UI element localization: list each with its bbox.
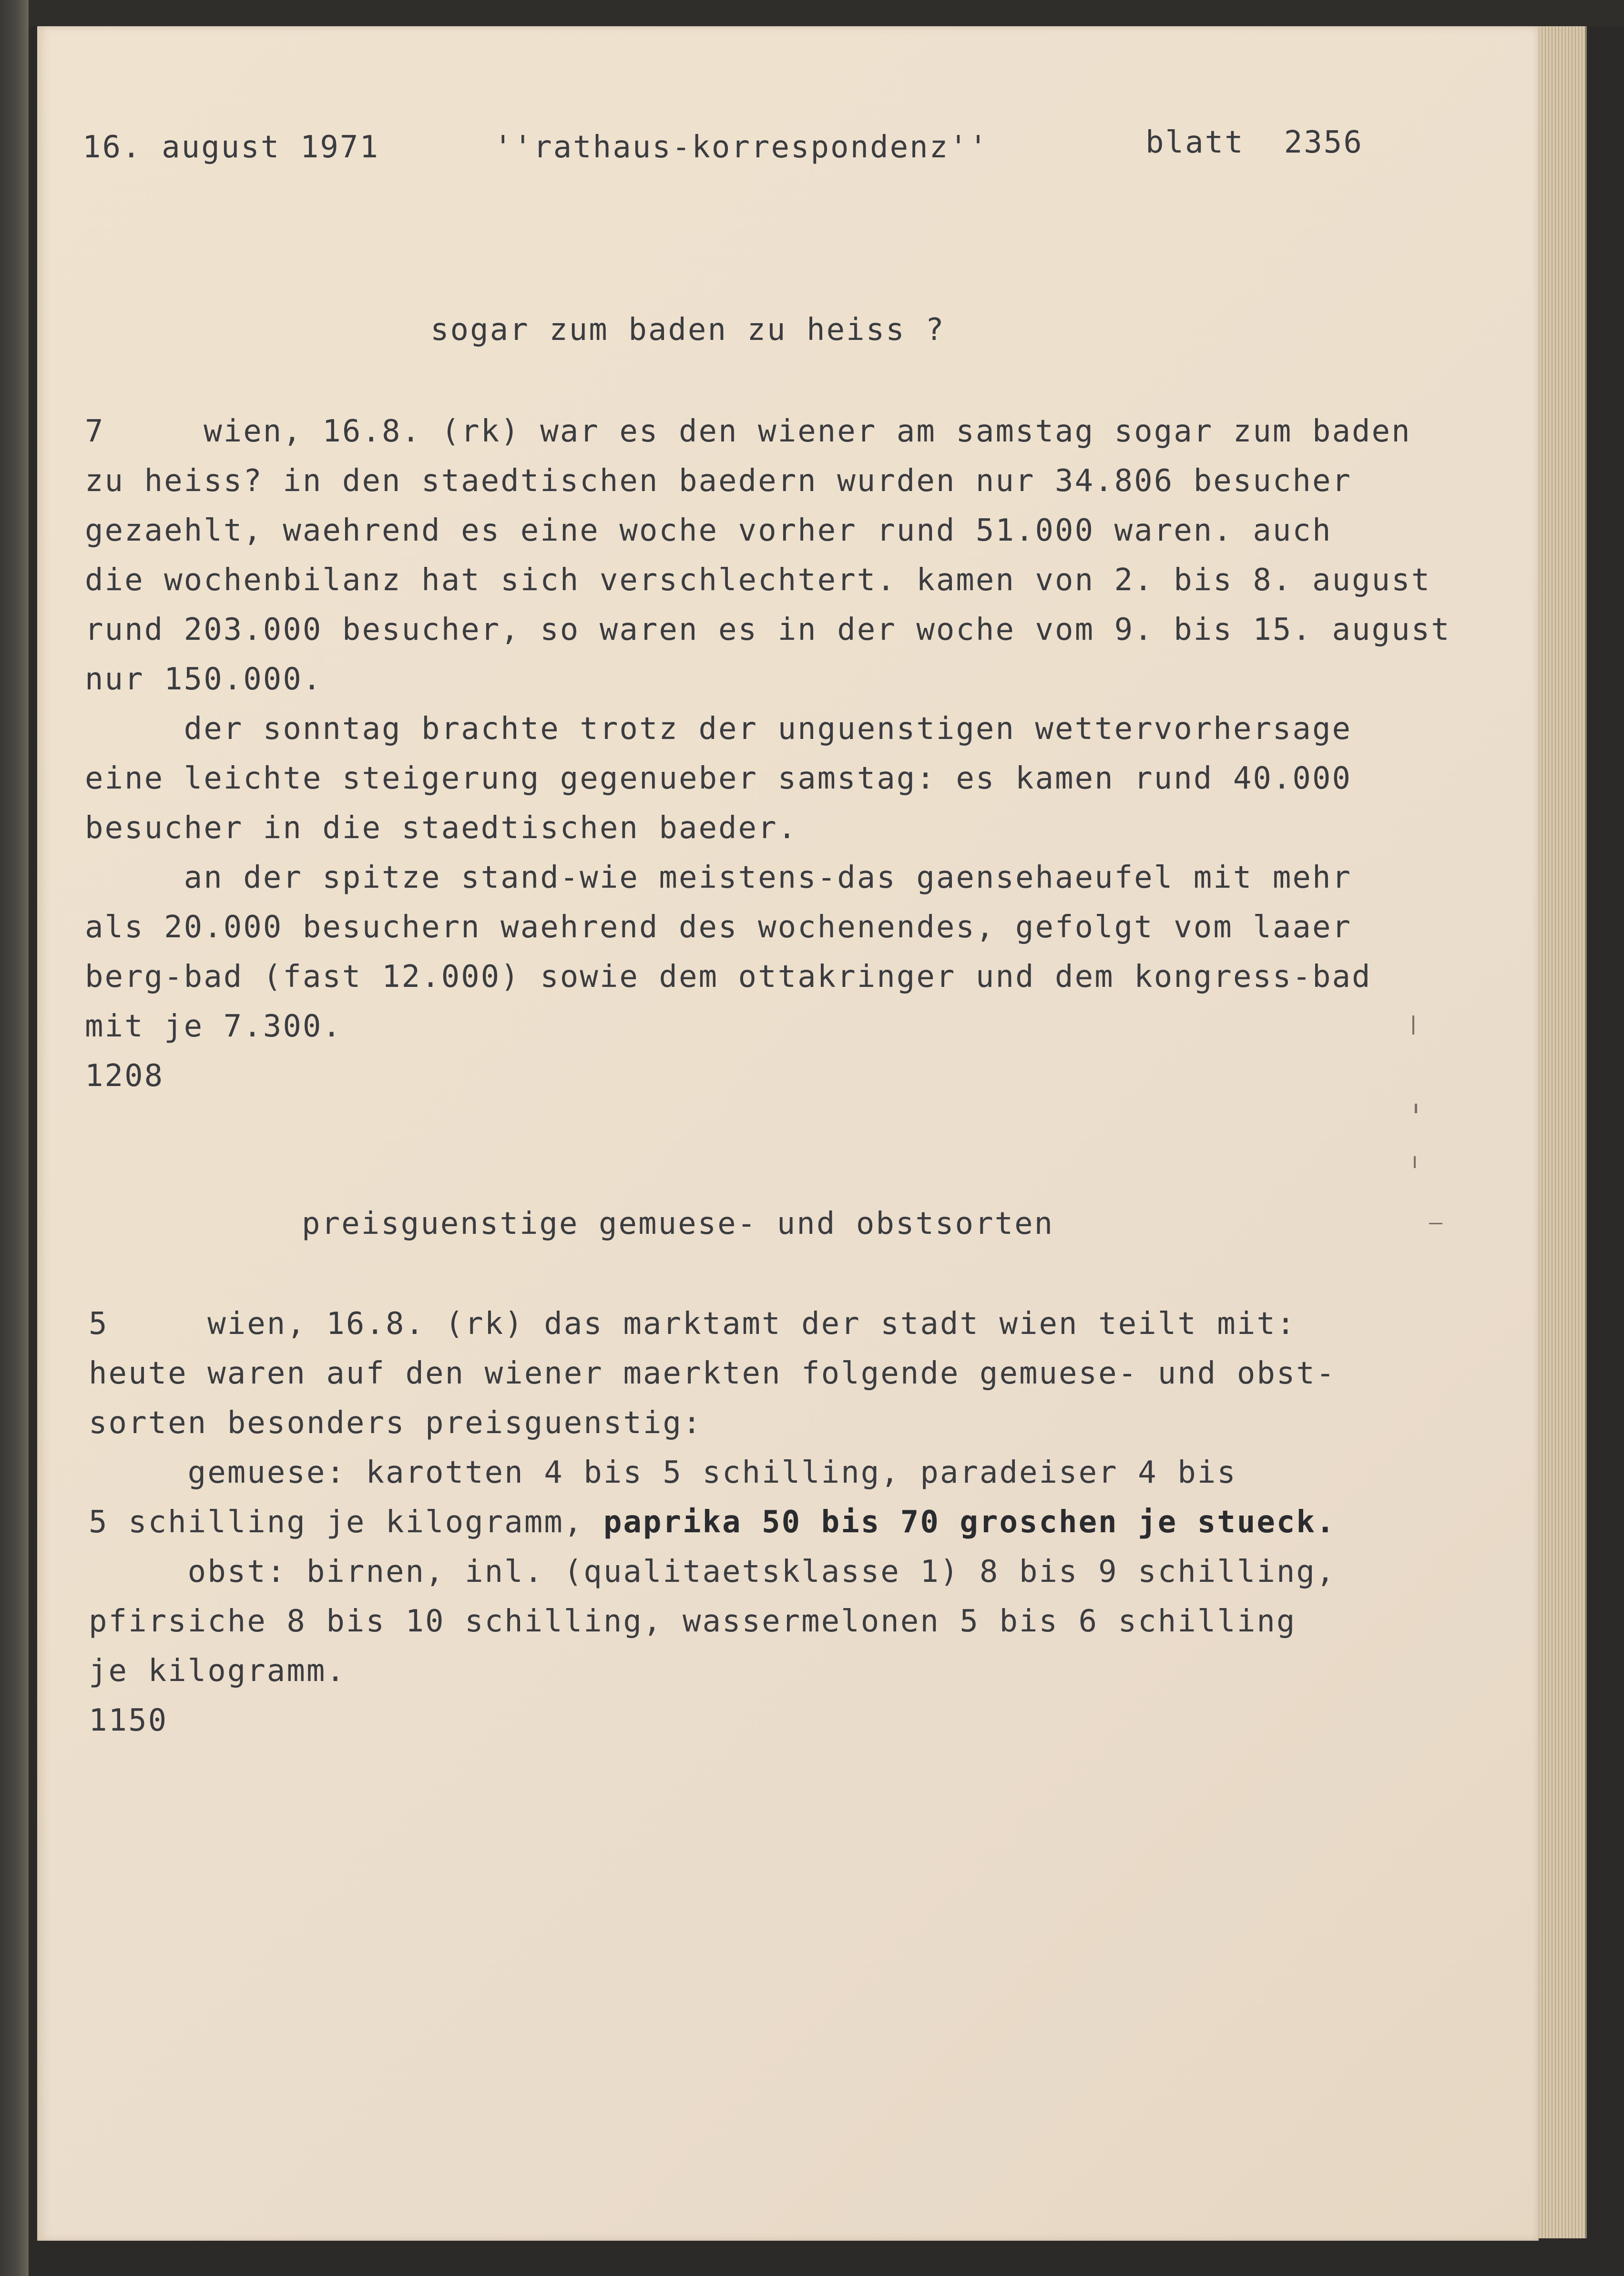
document-page [37,26,1539,2241]
article1-line: die wochenbilanz hat sich verschlechtert. kamen von 2. bis 8. august [85,563,1431,598]
margin-mark [1414,1156,1416,1168]
article1-title: sogar zum baden zu heiss ? [430,312,945,348]
article2-line [89,1507,1336,1538]
article1-line: an der spitze stand-wie meistens-das gaensehaeufel mit mehr [85,860,1352,895]
article1-line: der sonntag brachte trotz der unguenstigen wettervorhersage [85,711,1352,747]
article2-code: 1150 [89,1703,168,1738]
article1-line: gezaehlt, waehrend es eine woche vorher rund 51.000 waren. auch [85,513,1332,548]
article2-line: obst: birnen, inl. (qualitaetsklasse 1) 8 bis 9 schilling, [89,1554,1336,1589]
article1-code: 1208 [85,1058,164,1094]
book-binding [0,0,29,2276]
header-date: 16. august 1971 [82,130,379,165]
page-stack [1532,26,1587,2238]
article2-line: heute waren auf den wiener maerkten folgende gemuese- und obst- [89,1356,1336,1391]
article2-line5-plain: 5 schilling je kilogramm, [89,1505,603,1540]
article2-line: gemuese: karotten 4 bis 5 schilling, paradeiser 4 bis [89,1455,1237,1490]
top-edge [0,0,1624,26]
article2-line5-bold: paprika 50 bis 70 groschen je stueck. [603,1505,1336,1540]
article2-line: je kilogramm. [89,1653,346,1689]
article1-line: besucher in die staedtischen baeder. [85,810,798,846]
header-sheet-number: blatt 2356 [1145,125,1363,160]
article1-line: mit je 7.300. [85,1009,342,1044]
article1-line: rund 203.000 besucher, so waren es in der woche vom 9. bis 15. august [85,612,1451,647]
margin-mark [1412,1015,1414,1035]
article1-line: berg-bad (fast 12.000) sowie dem ottakringer und dem kongress-bad [85,959,1372,994]
article1-line: eine leichte steigerung gegenueber samstag: es kamen rund 40.000 [85,761,1352,796]
article1-line: zu heiss? in den staedtischen baedern wurden nur 34.806 besucher [85,463,1352,499]
margin-mark [1429,1223,1442,1224]
article1-line: 7 wien, 16.8. (rk) war es den wiener am samstag sogar zum baden [85,414,1411,449]
article2-line: 5 wien, 16.8. (rk) das marktamt der stadt wien teilt mit: [89,1306,1297,1342]
article2-title: preisguenstige gemuese- und obstsorten [302,1206,1054,1241]
article2-line: sorten besonders preisguenstig: [89,1405,703,1441]
header-publication: ''rathaus-korrespondenz'' [494,130,989,165]
margin-mark [1415,1104,1417,1113]
article1-line: als 20.000 besuchern waehrend des wochenendes, gefolgt vom laaer [85,910,1352,945]
article2-line: pfirsiche 8 bis 10 schilling, wassermelonen 5 bis 6 schilling [89,1604,1297,1639]
article1-line: nur 150.000. [85,662,323,697]
